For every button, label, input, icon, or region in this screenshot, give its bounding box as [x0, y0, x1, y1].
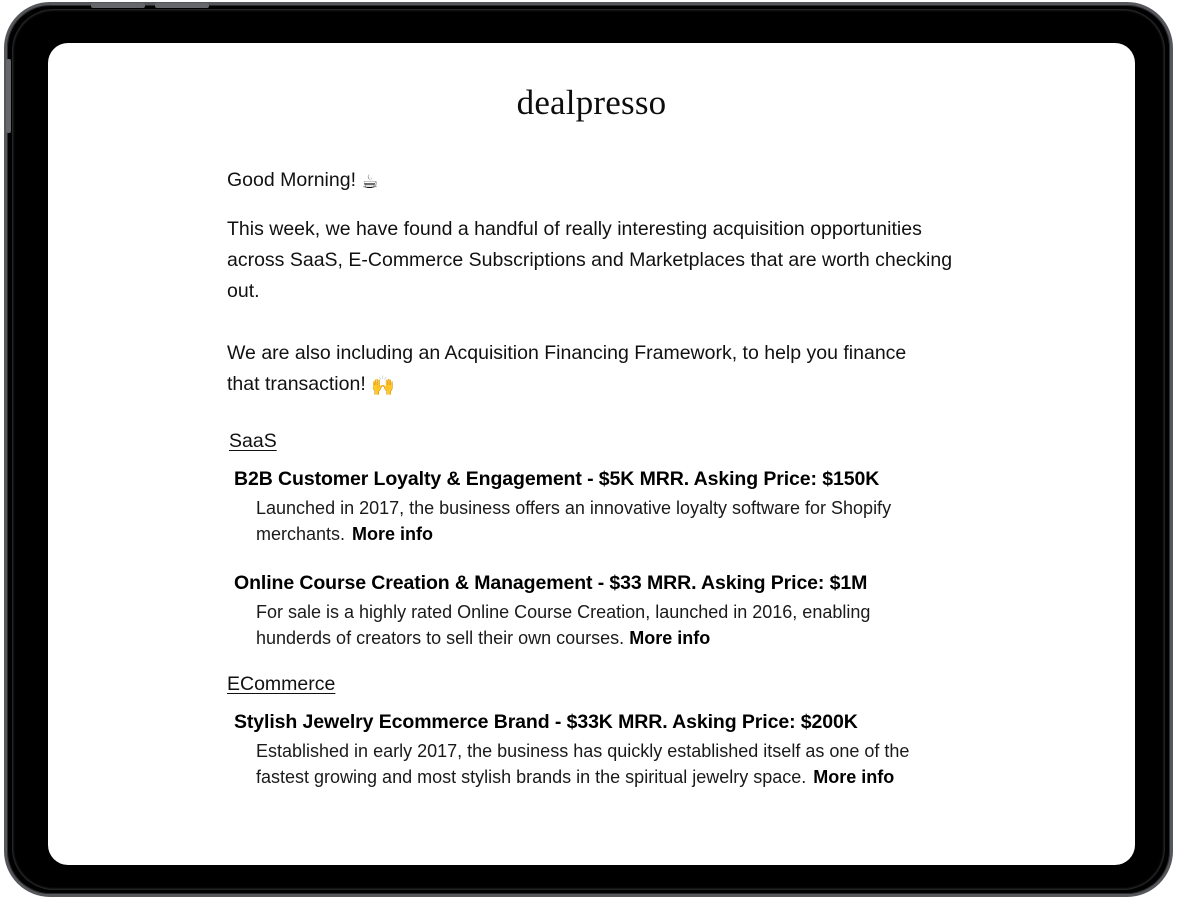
email-content-column: [48, 123, 1135, 790]
saas-listing-list: [227, 465, 1065, 651]
financing-text: We are also including an Acquisition Financing Framework, to help you finance that transaction!: [227, 342, 907, 395]
ecommerce-listing-list: [227, 708, 1065, 790]
listing-title: Online Course Creation & Management - $33 MRR. Asking Price: $1M: [234, 572, 868, 594]
brand-logo: dealpresso: [516, 83, 667, 122]
tablet-device-frame: [4, 2, 1173, 897]
listing-item[interactable]: [227, 708, 1065, 790]
more-info-link[interactable]: More info: [813, 767, 895, 787]
listing-description: [256, 599, 936, 651]
section-saas: [227, 412, 1065, 651]
listing-item[interactable]: [227, 465, 1065, 547]
listing-description-text: Established in early 2017, the business has quickly established itself as one of the fastest growing and most stylish brands in the spiritual jewelry space.: [256, 741, 910, 787]
volume-down-button[interactable]: [155, 3, 209, 8]
tablet-screen: [48, 43, 1135, 865]
listing-title: B2B Customer Loyalty & Engagement - $5K MRR. Asking Price: $150K: [234, 468, 880, 490]
listing-description: [256, 495, 936, 547]
power-button[interactable]: [6, 59, 11, 133]
more-info-link[interactable]: More info: [629, 628, 711, 648]
more-info-link[interactable]: More info: [352, 524, 434, 544]
listing-item[interactable]: [227, 569, 1065, 651]
section-heading-saas: SaaS: [229, 430, 277, 452]
section-heading-ecommerce: ECommerce: [227, 673, 336, 695]
volume-up-button[interactable]: [91, 3, 145, 8]
listing-description: [256, 738, 936, 790]
email-newsletter-body: [48, 43, 1135, 865]
section-ecommerce: [227, 651, 1065, 790]
listing-description-text: Launched in 2017, the business offers an innovative loyalty software for Shopify merchants.: [256, 498, 892, 544]
listing-description-text: For sale is a highly rated Online Course Creation, launched in 2016, enabling hunderds of creators to sell their own courses.: [256, 602, 871, 648]
hot-beverage-emoji: ☕: [361, 171, 379, 193]
financing-paragraph: [227, 338, 927, 402]
greeting-line: [227, 165, 957, 198]
raising-hands-emoji: 🙌: [371, 375, 395, 397]
greeting-text: Good Morning!: [227, 169, 356, 191]
intro-paragraph: This week, we have found a handful of really interesting acquisition opportunities across SaaS, E-Commerce Subscriptions and Marketplaces that are worth checking out.: [227, 218, 953, 302]
listing-title: Stylish Jewelry Ecommerce Brand - $33K MRR. Asking Price: $200K: [234, 711, 858, 733]
